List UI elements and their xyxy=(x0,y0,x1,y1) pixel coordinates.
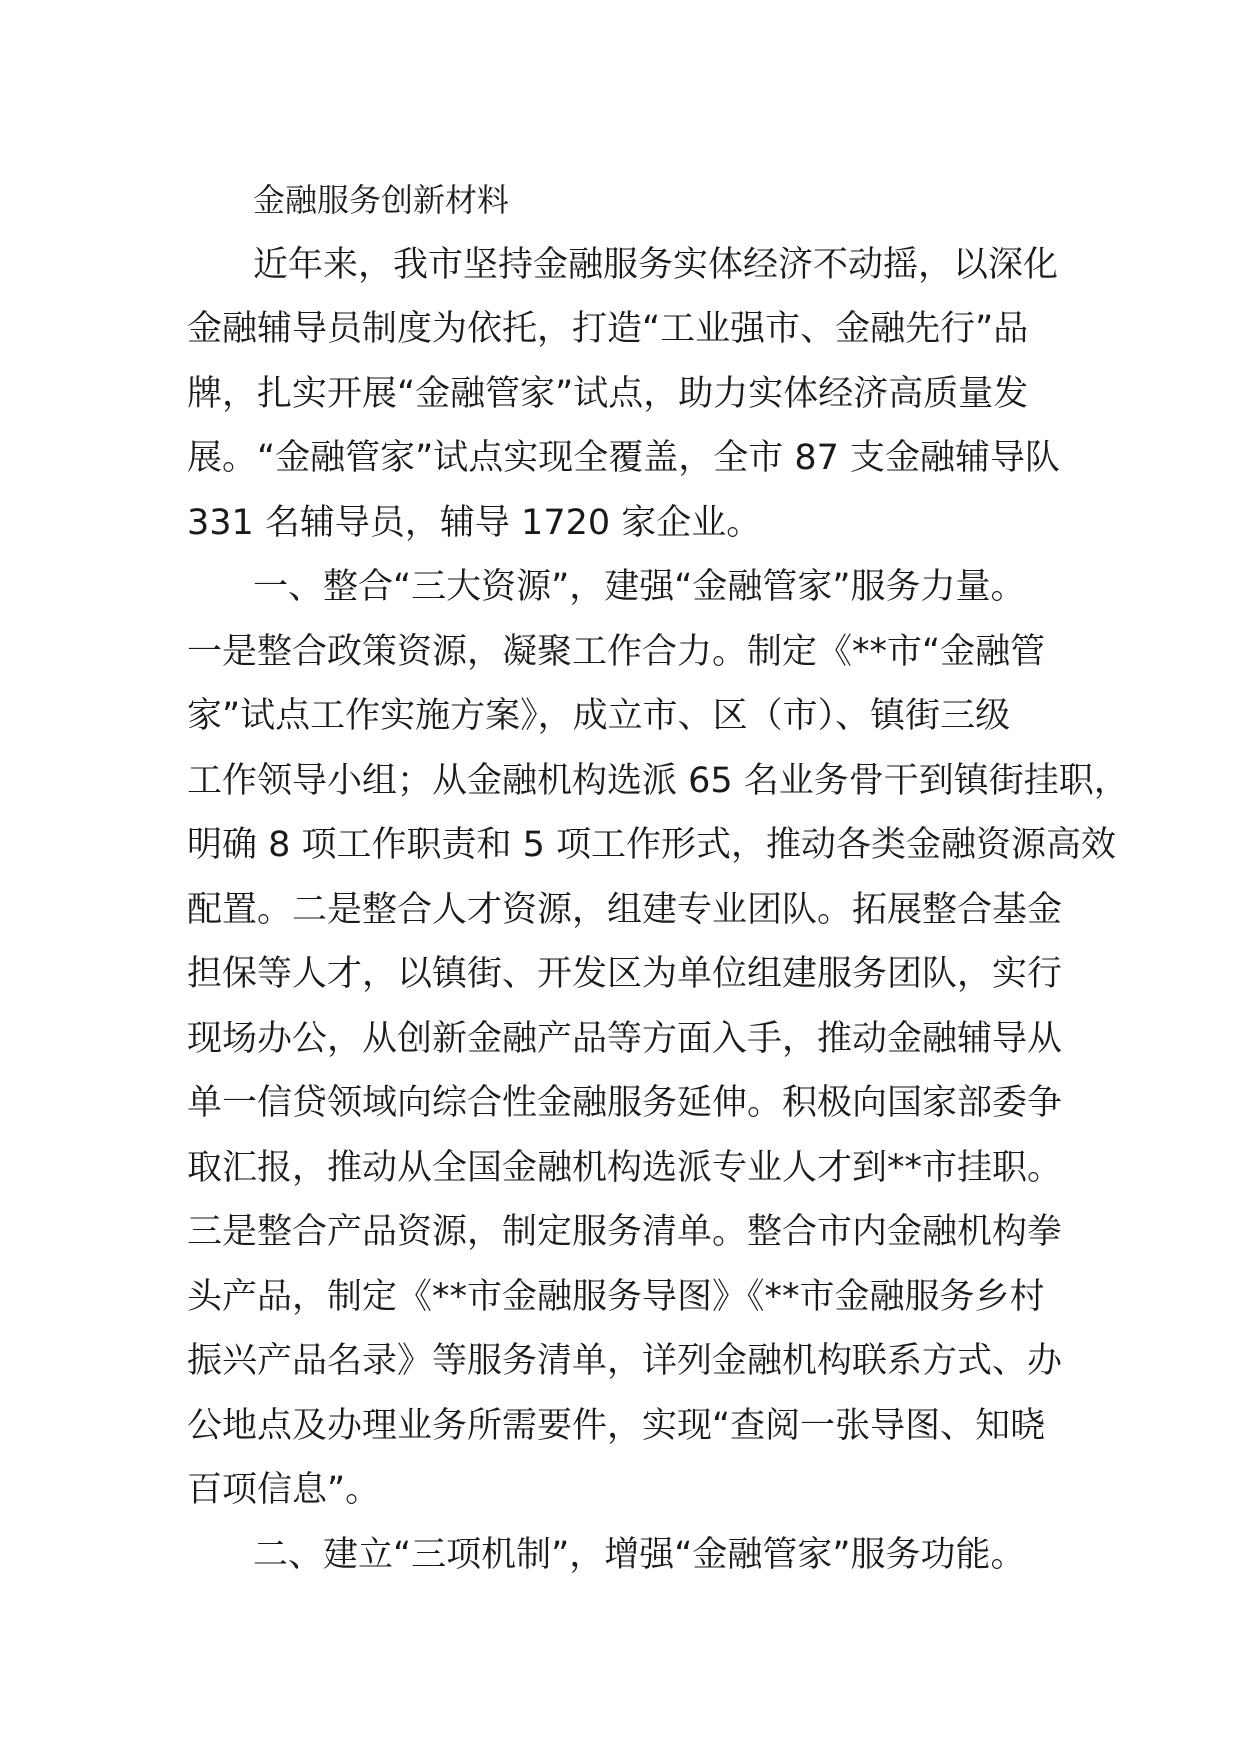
document-body xyxy=(187,168,1129,1587)
section-one-line: 百项信息”。 xyxy=(187,1470,381,1510)
section-one-heading: 一、整合“三大资源”，建强“金融管家”服务力量。 xyxy=(253,567,1026,607)
section-one-line: 取汇报，推动从全国金融机构选派专业人才到**市挂职。 xyxy=(187,1147,1063,1188)
section-one-line: 工作领导小组；从金融机构选派 65 名业务骨干到镇街挂职， xyxy=(187,760,1129,801)
section-one-line: 担保等人才，以镇街、开发区为单位组建服务团队，实行 xyxy=(187,954,1063,994)
section-one-line: 明确 8 项工作职责和 5 项工作形式，推动各类金融资源高效 xyxy=(187,825,1117,865)
section-one-line: 单一信贷领域向综合性金融服务延伸。积极向国家部委争 xyxy=(187,1083,1063,1123)
section-one-line: 振兴产品名录》等服务清单，详列金融机构联系方式、办 xyxy=(187,1341,1063,1381)
section-one-line: 三是整合产品资源，制定服务清单。整合市内金融机构拳 xyxy=(187,1212,1063,1252)
paragraph-intro-line: 近年来，我市坚持金融服务实体经济不动摇，以深化 xyxy=(253,244,1059,285)
paragraph-intro-line: 展。“金融管家”试点实现全覆盖，全市 87 支金融辅导队 xyxy=(187,438,1061,478)
section-one-line: 头产品，制定《**市金融服务导图》《**市金融服务乡村 xyxy=(187,1276,1045,1317)
document-title: 金融服务创新材料 xyxy=(253,181,510,219)
section-one-line: 现场办公，从创新金融产品等方面入手，推动金融辅导从 xyxy=(187,1018,1063,1059)
paragraph-intro-line: 331 名辅导员，辅导 1720 家企业。 xyxy=(187,502,762,543)
section-one-line: 一是整合政策资源，凝聚工作合力。制定《**市“金融管 xyxy=(187,631,1046,672)
section-one-line: 公地点及办理业务所需要件，实现“查阅一张导图、知晓 xyxy=(187,1405,1046,1446)
section-two-heading: 二、建立“三项机制”，增强“金融管家”服务功能。 xyxy=(253,1534,1026,1575)
paragraph-intro-line: 金融辅导员制度为依托，打造“工业强市、金融先行”品 xyxy=(187,309,1029,349)
paragraph-intro-line: 牌，扎实开展“金融管家”试点，助力实体经济高质量发 xyxy=(187,373,1029,414)
section-one-line: 配置。二是整合人才资源，组建专业团队。拓展整合基金 xyxy=(187,889,1063,930)
section-one-line: 家”试点工作实施方案》，成立市、区（市）、镇街三级 xyxy=(187,696,1011,736)
